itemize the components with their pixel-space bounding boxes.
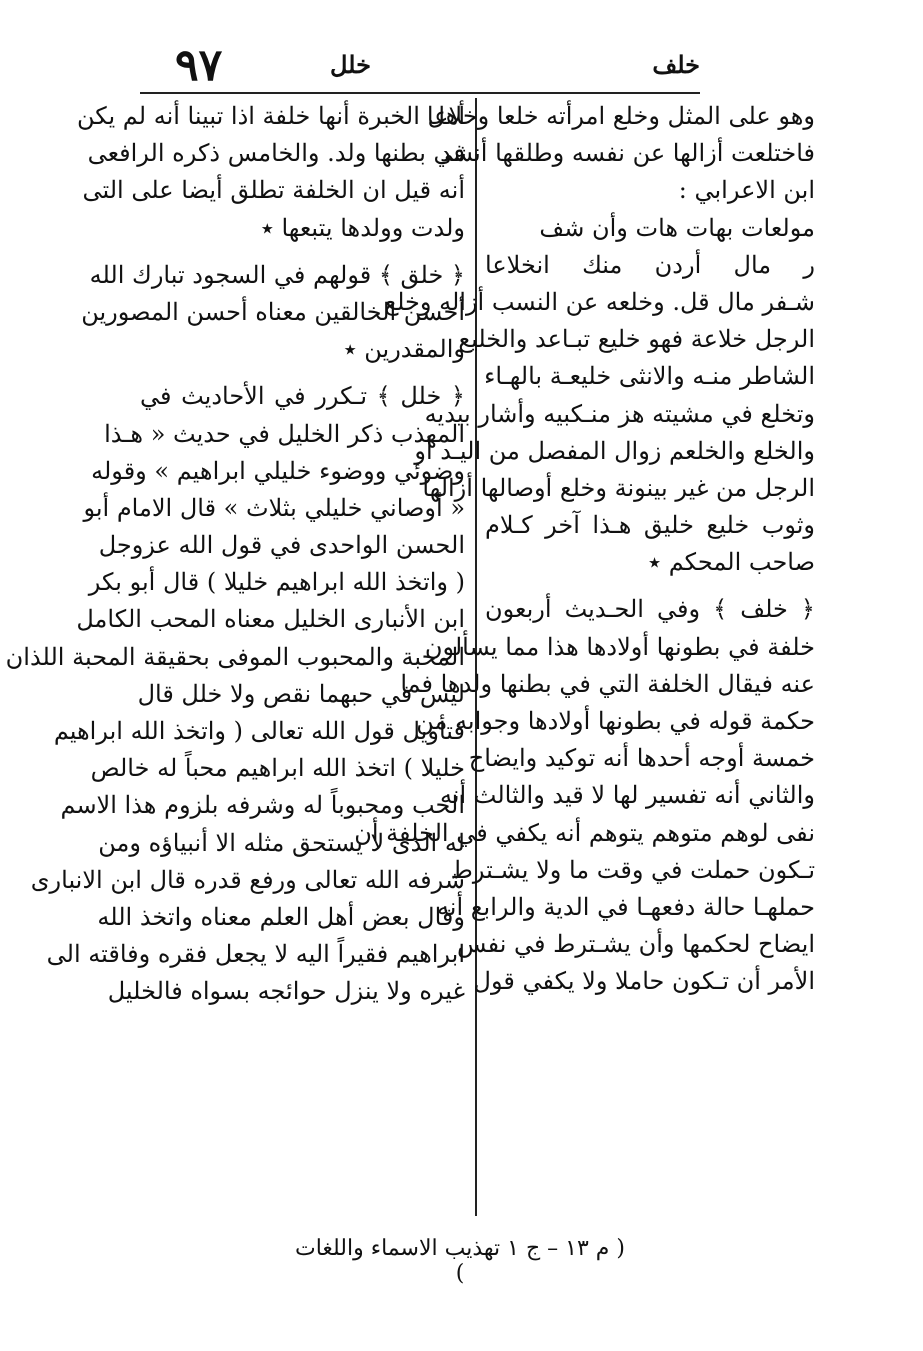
text-line: في بطنها ولد. والخامس ذكره الرافعى <box>87 139 465 168</box>
text-line: الرجل من غير بينونة وخلع أوصالها أزالها <box>422 473 815 502</box>
text-line: أنه قيل ان الخلفة تطلق أيضا على التى <box>82 176 465 205</box>
text-line: حكمة قوله في بطونها أولادها وجوابه من <box>416 707 815 735</box>
text-line: خمسة أوجه أحدها أنه توكيد وايضاح <box>468 744 815 773</box>
left-column <box>5 98 465 1011</box>
text-line: والثاني أنه تفسير لها لا قيد والثالث أنه <box>439 781 815 810</box>
text-line: ( واتخذ الله ابراهيم خليلا ) قال أبو بكر <box>88 568 465 597</box>
text-line: ليس في حبهما نقص ولا خلل قال <box>137 679 465 708</box>
text-line: الأمر أن تـكون حاملا ولا يكفي قول <box>473 967 815 996</box>
text-line: وهو على المثل وخلع امرأته خلعا وخلاعا <box>426 102 815 130</box>
text-line: عنه فيقال الخلفة التي في بطنها ولدها فما <box>400 669 815 698</box>
text-line: صاحب المحكم ٭ <box>647 548 815 577</box>
text-line: أحسن الخالقين معناه أحسن المصورين <box>81 297 465 326</box>
text-line: الحسن الواحدى في قول الله عزوجل <box>98 531 465 560</box>
header-keyword-right: خلف <box>652 50 700 79</box>
entry-heading-line: ﴿ خلق ﴾ قولهم في السجود تبارك الله <box>89 260 465 289</box>
text-line: شرفه الله تعالى ورفع قدره قال ابن الانبارى <box>30 865 465 894</box>
text-line: وثوب خليع خليق هـذا آخر كـلام <box>485 511 815 540</box>
page-header <box>140 40 700 92</box>
header-rule <box>140 92 700 94</box>
text-line: وضوئي ووضوء خليلي ابراهيم » وقوله <box>91 456 465 485</box>
text-line: الشاطر منـه والانثى خليعـة بالهـاء <box>484 362 815 391</box>
text-line: خلفة في بطونها أولادها هذا مما يسألون <box>424 632 815 661</box>
page-footer-signature: ( م ١٣ – ج ١ تهذيب الاسماء واللغات ) <box>295 1236 625 1286</box>
text-line: له الذى لا يستحق مثله الا أنبياؤه ومن <box>98 828 465 857</box>
text-line: ايضاح لحكمها وأن يشـترط في نفس <box>457 930 815 959</box>
text-line: ابن الاعرابي : <box>678 176 815 205</box>
text-line: ابراهيم فقيراً اليه لا يجعل فقره وفاقته الى <box>46 940 465 969</box>
text-line: وقال بعض أهل العلم معناه واتخذ الله <box>97 902 465 931</box>
text-line: « أوصاني خليلي بثلاث » قال الامام أبو <box>83 493 465 522</box>
text-line: والخلع والخلعم زوال المفصل من اليـد أو <box>414 436 815 465</box>
verse-line: ر مال أردن منك انخلاعا <box>485 250 815 279</box>
text-line: الرجل خلاعة فهو خليع تبـاعد والخليع <box>458 325 815 354</box>
text-line: والمقدرين ٭ <box>343 335 465 364</box>
verse-line: مولعات بهات هات وأن شف <box>539 213 815 242</box>
text-line: فاختلعت أزالها عن نفسه وطلقها أنشد <box>440 139 815 168</box>
text-line: نفى لوهم متوهم يتوهم أنه يكفي في الخلفة أن <box>354 818 815 847</box>
text-line: شـفر مال قل. وخلعه عن النسب أزاله وخلع <box>384 287 815 316</box>
text-line: فتأويل قول الله تعالى ( واتخذ الله ابراهيم <box>53 717 465 745</box>
text-line: المحبة والمحبوب الموفى بحقيقة المحبة اللذان <box>5 642 465 671</box>
text-line: ابن الأنبارى الخليل معناه المحب الكامل <box>76 605 465 634</box>
text-line: ولدت وولدها يتبعها ٭ <box>260 213 465 242</box>
header-keyword-left: خلل <box>330 50 371 79</box>
text-line: أهل الخبرة أنها خلفة اذا تبينا أنه لم يكن <box>76 102 465 130</box>
text-line: تـكون حملت في وقت ما ولا يشـترط <box>450 855 815 884</box>
text-line: المهذب ذكر الخليل في حديث « هـذا <box>104 419 465 448</box>
page-number: ٩٧ <box>175 40 223 91</box>
text-line: حملهـا حالة دفعهـا في الدية والرابع أنه <box>436 892 815 921</box>
entry-heading-line: ﴿ خلف ﴾ وفي الحـديث أربعون <box>485 595 815 624</box>
text-line: غيره ولا ينزل حوائجه بسواه فالخليل <box>107 977 465 1006</box>
text-line: وتخلع في مشيته هز منـكبيه وأشار بيديه <box>424 399 815 428</box>
text-line: خليلا ) اتخذ الله ابراهيم محباً له خالص <box>90 754 465 783</box>
entry-heading-line: ﴿ خلل ﴾ تـكرر في الأحاديث في <box>140 382 465 411</box>
text-line: الحب ومحبوباً له وشرفه بلزوم هذا الاسم <box>60 791 465 820</box>
